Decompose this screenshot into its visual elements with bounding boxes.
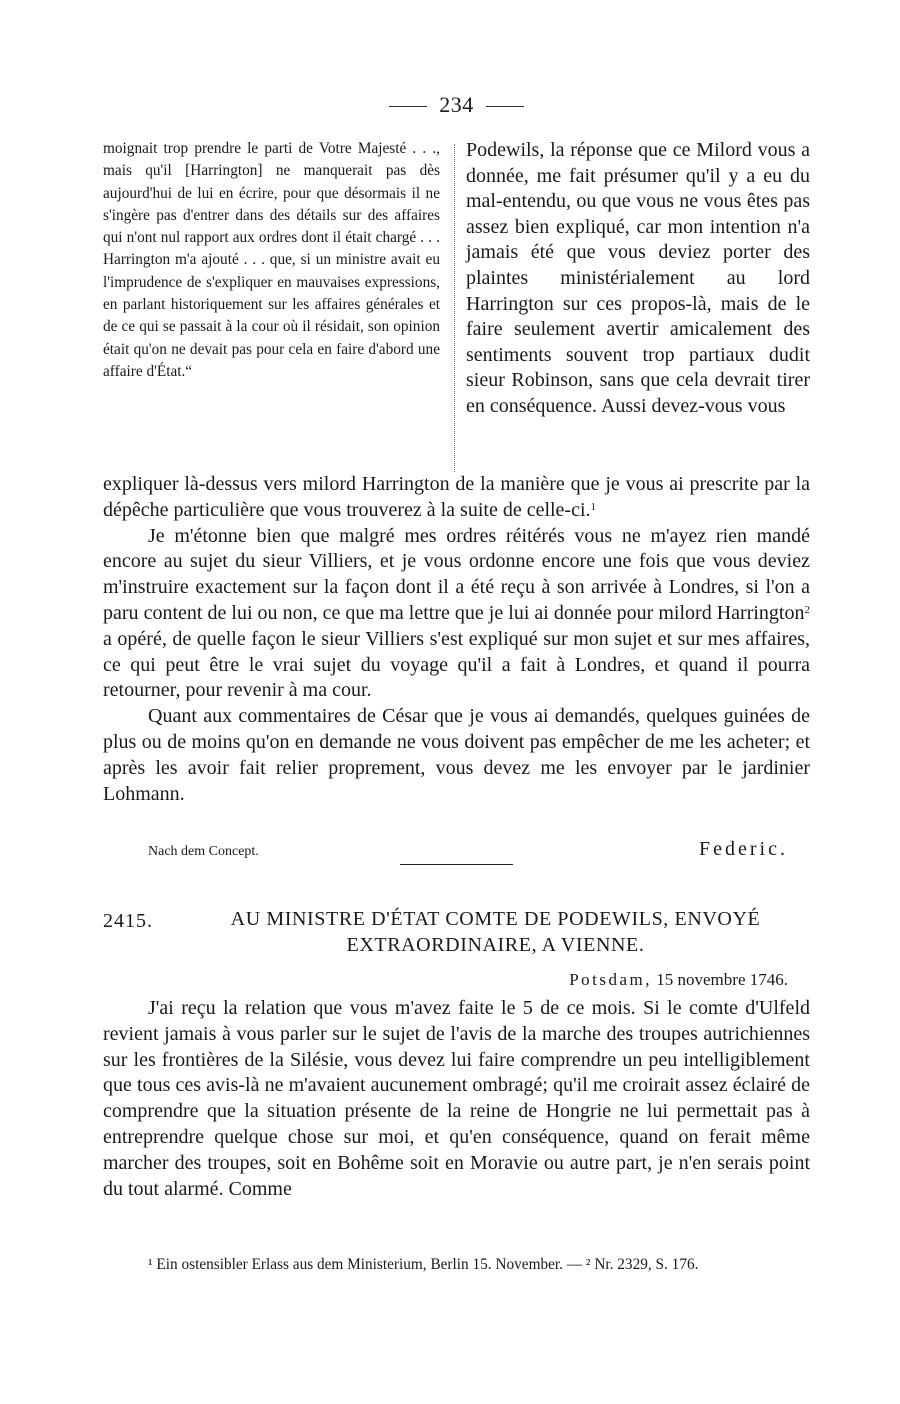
letter-2415-paragraph: J'ai reçu la relation que vous m'avez faite le 5 de ce mois. Si le comte d'Ulfeld revient jamais à vous parler sur le sujet de l'avis de la marche des troupes autrichiennes sur les frontières de la Silésie, vous devez lui faire comprendre un peu intelligiblement que tous ces avis-là ne m'avaient aucunement ombragé; qu'il me croirait assez éclairé de comprendre que la situation présente de la reine de Hongrie ne lui permettait pas à entreprendre quelque chose sur moi, et qu'en conséquence, quand on ferait même marcher des troupes, soit en Bohême soit en Moravie ou autre part, je n'en serais point du tout alarmé. Comme — [103, 997, 810, 1200]
separator-rule — [400, 864, 513, 865]
letter-paragraph-cesar: Quant aux commentaires de César que je vous ai demandés, quelques guinées de plus ou de moins qu'on en demande ne vous doivent pas empêcher de me les acheter; et après les avoir fait relier proprement, vous devez me les envoyer par le jardinier Lohmann. — [103, 705, 810, 805]
letter-column — [466, 138, 810, 420]
footnotes — [103, 1252, 810, 1278]
signature-line — [103, 838, 810, 868]
footnote-ref-1: 1 — [590, 500, 597, 513]
footnote-text: ¹ Ein ostensibler Erlass aus dem Ministerium, Berlin 15. November. — ² Nr. 2329, S. 176. — [148, 1256, 699, 1273]
letter-column-text: Podewils, la réponse que ce Milord vous a donnée, me fait présumer qu'il y a eu du mal-entendu, ou que vous ne vous êtes pas assez bien expliqué, car mon intention n'a jamais été que vous deviez porter des plaintes ministérialement au lord Harrington sur ces propos-là, mais de le faire seulement avertir amicalement des sentiments souvent trop partiaux dudit sieur Robinson, sans que cela devrait tirer en conséquence. Aussi devez-vous vous — [466, 139, 810, 417]
quoted-report-text: moignait trop prendre le parti de Votre Majesté . . ., mais qu'il [Harrington] ne manquerait pas dès aujourd'hui de lui en écrire, pour que désormais il ne s'ingère pas d'entrer dans des détails sur des affaires qui n'ont nul rapport aux ordres dont il était chargé . . . Harrington m'a ajouté . . . que, si un ministre avait eu l'imprudence de s'expliquer en mauvaises expressions, en parlant historiquement sur les affaires générales et de ce qui se passait à la cour où il résidait, son opinion était qu'on ne devait pas pour cela en faire d'abord une affaire d'État.“ — [103, 140, 440, 380]
source-note: Nach dem Concept. — [148, 844, 259, 859]
letter-title: AU MINISTRE D'ÉTAT COMTE DE PODEWILS, ENVOYÉ EXTRAORDINAIRE, A VIENNE. — [230, 908, 761, 956]
dateline-date: 15 novembre 1746. — [656, 970, 788, 989]
quoted-report-column — [103, 138, 440, 383]
signature: Federic. — [699, 838, 788, 860]
page-number: 234 — [439, 92, 474, 117]
header-rule-left — [389, 106, 427, 107]
letter-continuation: expliquer là-dessus vers milord Harrington de la manière que je vous ai prescrite par la dépêche particulière que vous trouverez à la suite de celle-ci.$^1$ — [103, 473, 810, 521]
letter-number: 2415. — [103, 910, 153, 932]
header-rule-right — [486, 106, 524, 107]
letter-paragraph-villiers: Je m'étonne bien que malgré mes ordres réitérés vous ne m'ayez rien mandé encore au sujet du sieur Villiers, et je vous ordonne encore une fois que vous deviez m'instruire exactement sur la façon dont il a été reçu à son arrivée à Londres, si l'on a paru content de lui ou non, ce que ma lettre que je lui ai donnée pour milord Harrington$^2$ a opéré, de quelle façon le sieur Villiers s'est expliqué sur mon sujet et sur mes affaires, ce qui peut être le vrai sujet du voyage qu'il a fait à Londres, et quand il pourra retourner, pour revenir à ma cour. — [103, 524, 810, 702]
letter-heading — [103, 906, 810, 958]
letter-2415-body — [103, 996, 810, 1202]
column-divider — [454, 144, 455, 472]
dateline-place: Potsdam, — [569, 970, 653, 989]
letter-body — [103, 472, 810, 807]
page-header — [103, 92, 810, 118]
footnote-ref-2: 2 — [804, 603, 810, 616]
two-column-section — [103, 138, 810, 472]
dateline — [569, 970, 788, 990]
